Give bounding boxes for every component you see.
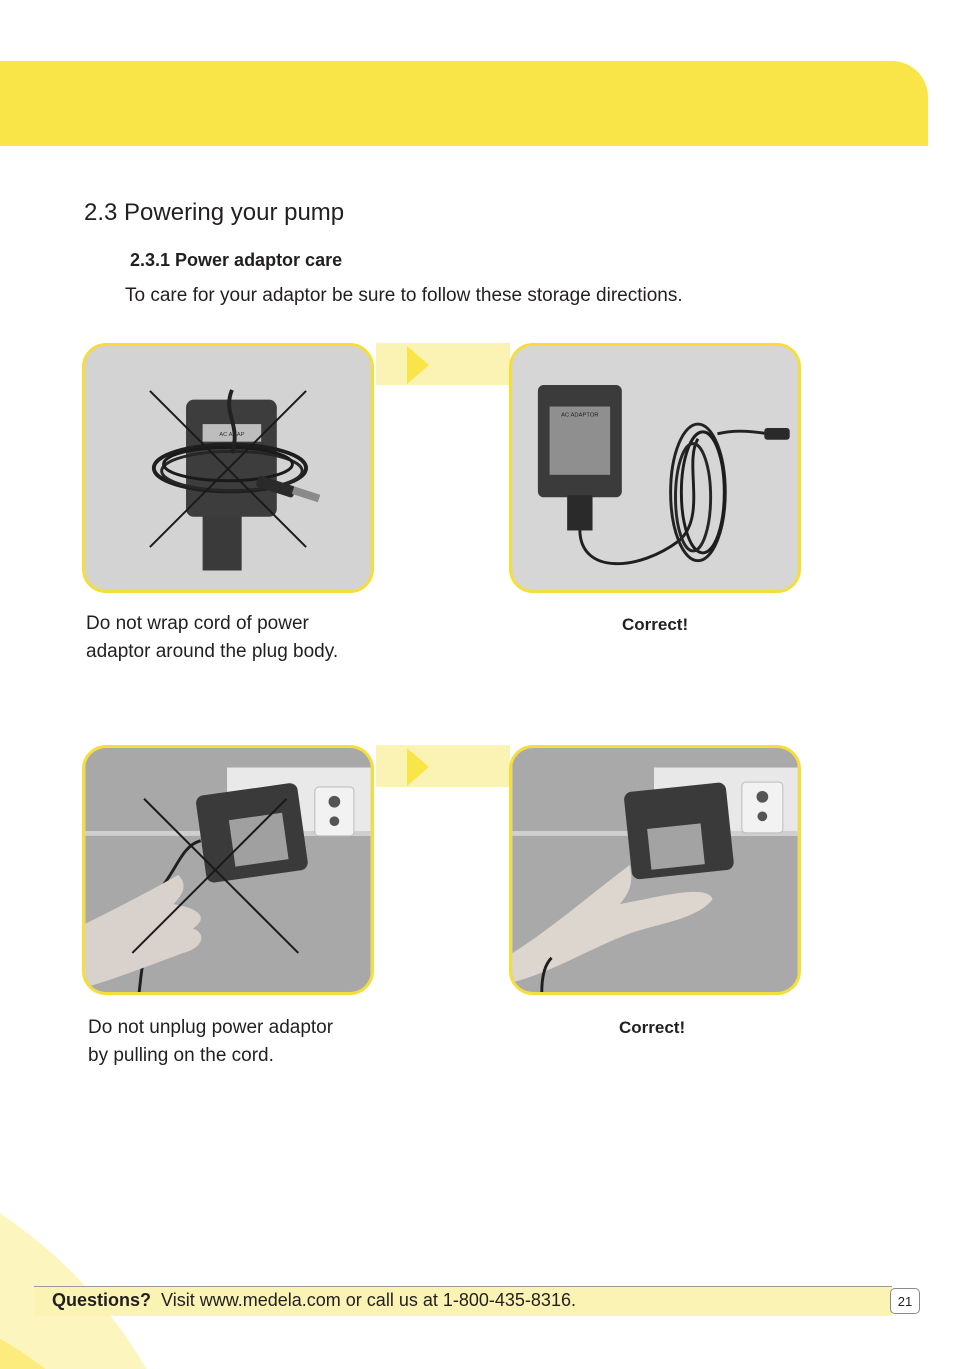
photo-coiled-cord-correct (509, 343, 801, 593)
connector-band-2 (376, 745, 510, 787)
caption-correct-1: Correct! (622, 615, 689, 634)
caption-wrap-warning (86, 610, 338, 666)
footer-url-link[interactable]: www.medela.com (199, 1290, 341, 1310)
corner-decoration (0, 1085, 260, 1369)
adaptor-wrapped-image (85, 346, 371, 590)
caption-line: Do not wrap cord of power (86, 613, 309, 634)
adaptor-coiled-image (512, 346, 798, 590)
caption-line: by pulling on the cord. (88, 1045, 274, 1066)
footer-phone: 1-800-435-8316. (442, 1290, 576, 1310)
unplug-by-body-image (512, 748, 798, 992)
adaptor-label-text: AC ADAP (219, 431, 245, 438)
caption-unplug-warning (88, 1014, 333, 1070)
arrow-icon (407, 346, 429, 384)
adaptor-label-text: AC ADAPTOR (561, 412, 599, 419)
intro-text: To care for your adaptor be sure to follow these storage directions. (125, 285, 683, 306)
page-number: 21 (890, 1288, 920, 1314)
caption-line: adaptor around the plug body. (86, 641, 339, 662)
caption-line: Do not unplug power adaptor (88, 1017, 334, 1038)
arrow-icon (407, 748, 429, 786)
photo-pull-cord-wrong (82, 745, 374, 995)
connector-band-1 (376, 343, 510, 385)
caption-correct-2: Correct! (619, 1018, 686, 1037)
photo-wrapped-cord-wrong (82, 343, 374, 593)
footer-questions: Questions? (52, 1290, 152, 1310)
subsection-title: 2.3.1 Power adaptor care (130, 250, 343, 270)
section-title: 2.3 Powering your pump (84, 199, 345, 226)
footer-text (52, 1290, 576, 1311)
header-band (0, 61, 928, 146)
photo-pull-body-correct (509, 745, 801, 995)
unplug-by-cord-image (85, 748, 371, 992)
footer-call: or call us at (345, 1290, 438, 1310)
footer-visit: Visit (161, 1290, 195, 1310)
